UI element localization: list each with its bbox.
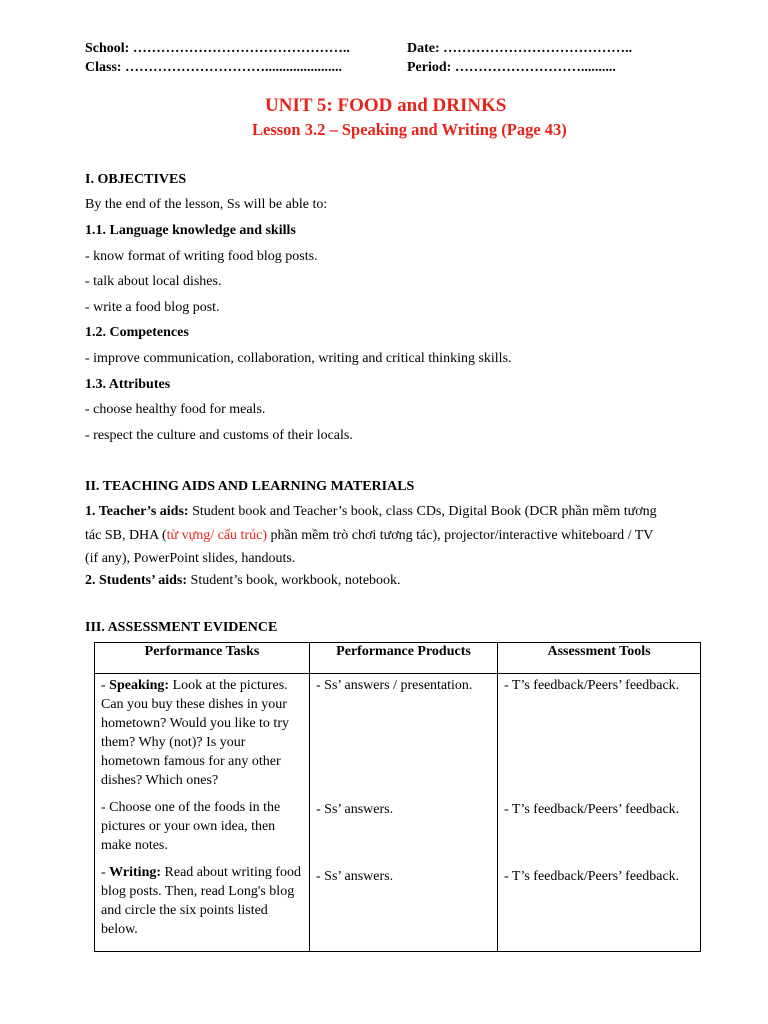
language-skills-heading: 1.1. Language knowledge and skills xyxy=(85,223,296,238)
teacher-aids-line2 xyxy=(85,528,653,544)
product-text: - Ss’ answers / presentation. xyxy=(316,678,473,693)
list-item: - respect the culture and customs of their locals. xyxy=(85,428,353,443)
student-aids-line xyxy=(85,573,401,589)
task-cell: - Speaking: Look at the pictures. Can you buy these dishes in your hometown? Would you like to try them? Why (not)? Is your hometown famous for any other dishes? Which ones? - Choose one of the foods in the pictures or your own idea, then make notes. - Writing: Read about writing food blog posts. Then, read Long's blog and circle the six points listed below. xyxy=(95,674,310,952)
objectives-heading: I. OBJECTIVES xyxy=(85,172,187,187)
student-aids-label: 2. Students’ aids: xyxy=(85,573,188,588)
competences-heading: 1.2. Competences xyxy=(85,325,189,340)
task-text: - Choose one of the foods in the pictures or your own idea, then make notes. xyxy=(101,800,281,853)
class-field: Class: …………………………...................... xyxy=(85,60,343,75)
teacher-aids-highlight: từ vựng/ cấu trúc) xyxy=(166,528,267,543)
list-item: - write a food blog post. xyxy=(85,300,220,315)
product-text: - Ss’ answers. xyxy=(316,869,394,884)
product-cell xyxy=(310,674,498,952)
teacher-aids-line1 xyxy=(85,504,657,520)
table-header-row xyxy=(95,643,701,674)
list-item: - improve communication, collaboration, writing and critical thinking skills. xyxy=(85,351,512,366)
product-text: - Ss’ answers. xyxy=(316,802,394,817)
task-text: Look at the pictures. Can you buy these dishes in your hometown? Would you like to try them? Why (not)? Is your hometown famous for any other dishes? Which ones? xyxy=(101,678,289,788)
objectives-intro: By the end of the lesson, Ss will be able to: xyxy=(85,197,328,212)
unit-title: UNIT 5: FOOD and DRINKS xyxy=(265,95,507,116)
tool-text: - T’s feedback/Peers’ feedback. xyxy=(504,802,680,817)
lesson-title: Lesson 3.2 – Speaking and Writing (Page 43) xyxy=(252,120,567,139)
school-field: School: ……………………………………….. xyxy=(85,41,350,56)
task-label: Speaking: xyxy=(109,678,170,693)
list-item: - know format of writing food blog posts. xyxy=(85,249,318,264)
date-field: Date: ………………………………….. xyxy=(407,41,633,56)
teaching-aids-heading: II. TEACHING AIDS AND LEARNING MATERIALS xyxy=(85,479,415,494)
list-item: - choose healthy food for meals. xyxy=(85,402,266,417)
tool-cell xyxy=(498,674,701,952)
teacher-aids-text: phần mềm trò chơi tương tác), projector/interactive whiteboard / TV xyxy=(266,528,654,543)
assessment-heading: III. ASSESSMENT EVIDENCE xyxy=(85,620,278,635)
tool-text: - T’s feedback/Peers’ feedback. xyxy=(504,678,680,693)
column-header: Performance Tasks xyxy=(95,643,310,674)
attributes-heading: 1.3. Attributes xyxy=(85,377,171,392)
table-row xyxy=(95,674,701,952)
teacher-aids-label: 1. Teacher’s aids: xyxy=(85,504,189,519)
student-aids-text: Student’s book, workbook, notebook. xyxy=(187,573,401,588)
list-item: - talk about local dishes. xyxy=(85,274,222,289)
teacher-aids-text: Student book and Teacher’s book, class CDs, Digital Book (DCR phần mềm tương xyxy=(188,504,657,519)
teacher-aids-line3: (if any), PowerPoint slides, handouts. xyxy=(85,551,296,566)
tool-text: - T’s feedback/Peers’ feedback. xyxy=(504,869,680,884)
teacher-aids-text: tác SB, DHA ( xyxy=(85,528,167,543)
column-header: Performance Products xyxy=(310,643,498,674)
assessment-table xyxy=(94,642,701,952)
task-text: Read about writing food blog posts. Then, read Long's blog and circle the six points listed below. xyxy=(101,865,302,937)
task-label: Writing: xyxy=(109,865,162,880)
column-header: Assessment Tools xyxy=(498,643,701,674)
period-field: Period: ……………………….......... xyxy=(407,60,616,75)
